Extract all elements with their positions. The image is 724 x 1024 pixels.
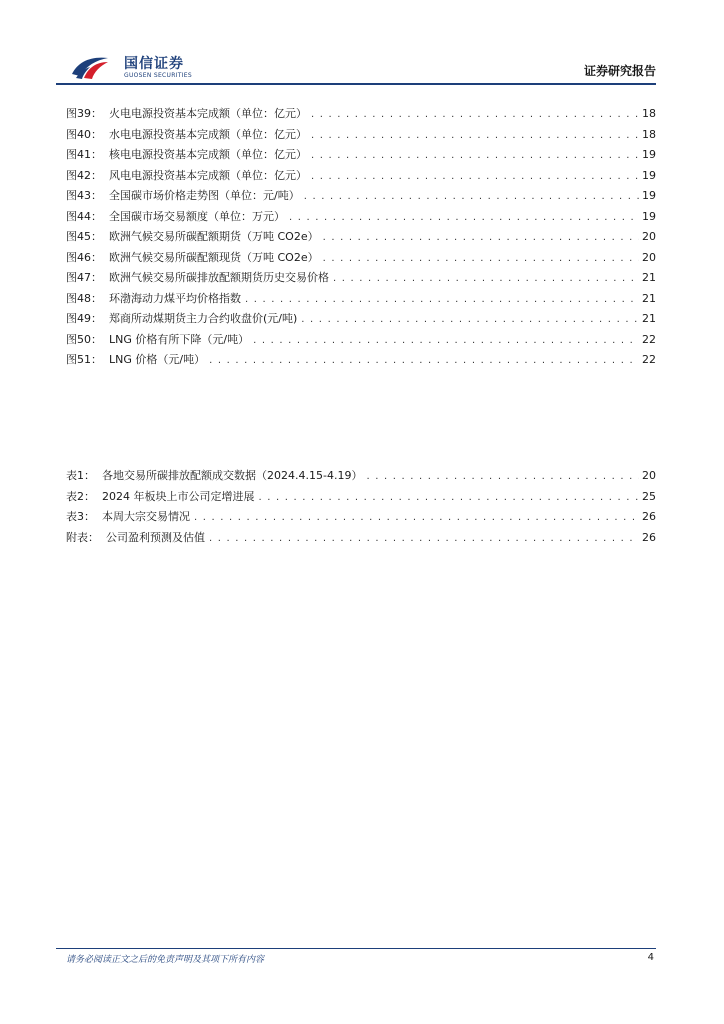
entry-title: 环渤海动力煤平均价格指数: [109, 291, 241, 305]
dot-leader: [289, 208, 639, 229]
dot-leader: [259, 488, 640, 509]
dot-leader: [245, 290, 639, 311]
figure-index-row[interactable]: [66, 207, 656, 228]
figure-index-row[interactable]: [66, 125, 656, 146]
entry-page-number: 21: [642, 271, 656, 284]
figure-index-row[interactable]: [66, 166, 656, 187]
entry-title: 全国碳市场价格走势图（单位：元/吨）: [109, 189, 300, 202]
entry-title: 欧洲气候交易所碳配额现货（万吨 CO2e）: [109, 250, 319, 264]
header-divider: [56, 83, 656, 85]
entry-title: 欧洲气候交易所碳配额期货（万吨 CO2e）: [109, 230, 319, 243]
entry-label: 附表：: [66, 530, 99, 544]
entry-title: LNG 价格有所下降（元/吨）: [109, 332, 250, 346]
entry-page-number: 20: [642, 250, 656, 264]
dot-leader: [253, 331, 639, 352]
figure-index-row[interactable]: [66, 289, 656, 310]
entry-page-number: 18: [642, 127, 656, 141]
entry-title: 水电电源投资基本完成额（单位：亿元）: [109, 127, 307, 141]
entry-label: 图48：: [66, 291, 102, 305]
entry-label: 图43：: [66, 189, 102, 202]
figure-index-row[interactable]: [66, 330, 656, 351]
brand-name-en: GUOSEN SECURITIES: [124, 72, 193, 79]
dot-leader: [304, 187, 639, 208]
entry-label: 图40：: [66, 127, 102, 141]
dot-leader: [323, 228, 639, 249]
figure-index-row[interactable]: [66, 309, 656, 330]
entry-title: 火电电源投资基本完成额（单位：亿元）: [109, 107, 307, 120]
entry-label: 图46：: [66, 250, 102, 264]
dot-leader: [209, 529, 639, 550]
entry-title: 风电电源投资基本完成额（单位：亿元）: [109, 168, 307, 182]
page-number: 4: [647, 952, 654, 963]
figure-index-row[interactable]: [66, 104, 656, 125]
dot-leader: [311, 146, 639, 167]
dot-leader: [194, 508, 639, 529]
dot-leader: [333, 269, 639, 290]
entry-label: 图44：: [66, 209, 102, 223]
dot-leader: [311, 167, 639, 188]
dot-leader: [209, 351, 639, 372]
entry-page-number: 18: [642, 107, 656, 120]
entry-title: 全国碳市场交易额度（单位：万元）: [109, 209, 285, 223]
entry-title: 2024 年板块上市公司定增进展: [102, 489, 255, 503]
table-index-row[interactable]: [66, 487, 656, 508]
entry-label: 图50：: [66, 332, 102, 346]
entry-title: 核电电源投资基本完成额（单位：亿元）: [109, 148, 307, 161]
page-header: [66, 48, 656, 84]
entry-label: 图45：: [66, 230, 102, 243]
figure-index-row[interactable]: [66, 350, 656, 371]
table-index-row[interactable]: [66, 528, 656, 549]
report-type-label: 证券研究报告: [583, 64, 656, 78]
entry-label: 表1：: [66, 469, 95, 482]
table-index-row[interactable]: [66, 466, 656, 487]
figure-index-row[interactable]: [66, 186, 656, 207]
entry-page-number: 26: [642, 510, 656, 523]
figure-index: [66, 104, 656, 371]
entry-title: 公司盈利预测及估值: [106, 530, 205, 544]
entry-title: 各地交易所碳排放配额成交数据（2024.4.15-4.19）: [102, 469, 363, 482]
entry-page-number: 22: [642, 353, 656, 366]
disclaimer-note: 请务必阅读正文之后的免责声明及其项下所有内容: [66, 955, 265, 965]
entry-title: 欧洲气候交易所碳排放配额期货历史交易价格: [109, 271, 329, 284]
guosen-logo-icon: [70, 52, 110, 80]
entry-label: 表2：: [66, 489, 95, 503]
entry-page-number: 19: [642, 209, 656, 223]
entry-title: LNG 价格（元/吨）: [109, 353, 206, 366]
dot-leader: [311, 105, 639, 126]
dot-leader: [311, 126, 639, 147]
brand-name-cn: 国信证券: [124, 56, 184, 72]
entry-label: 图47：: [66, 271, 102, 284]
table-index: [66, 466, 656, 548]
dot-leader: [323, 249, 639, 270]
entry-page-number: 25: [642, 489, 656, 503]
dot-leader: [366, 467, 639, 488]
footer-divider: [56, 948, 656, 949]
entry-label: 图41：: [66, 148, 102, 161]
entry-title: 本周大宗交易情况: [102, 510, 190, 523]
entry-page-number: 26: [642, 530, 656, 544]
entry-page-number: 20: [642, 469, 656, 482]
entry-page-number: 19: [642, 168, 656, 182]
figure-index-row[interactable]: [66, 227, 656, 248]
entry-title: 郑商所动煤期货主力合约收盘价(元/吨): [109, 312, 298, 325]
dot-leader: [301, 310, 639, 331]
entry-label: 图42：: [66, 168, 102, 182]
entry-label: 图39：: [66, 107, 102, 120]
entry-label: 表3：: [66, 510, 95, 523]
entry-page-number: 21: [642, 312, 656, 325]
entry-page-number: 21: [642, 291, 656, 305]
figure-index-row[interactable]: [66, 268, 656, 289]
entry-label: 图51：: [66, 353, 102, 366]
entry-page-number: 22: [642, 332, 656, 346]
entry-page-number: 19: [642, 148, 656, 161]
entry-page-number: 20: [642, 230, 656, 243]
entry-page-number: 19: [642, 189, 656, 202]
table-index-row[interactable]: [66, 507, 656, 528]
figure-index-row[interactable]: [66, 145, 656, 166]
entry-label: 图49：: [66, 312, 102, 325]
figure-index-row[interactable]: [66, 248, 656, 269]
